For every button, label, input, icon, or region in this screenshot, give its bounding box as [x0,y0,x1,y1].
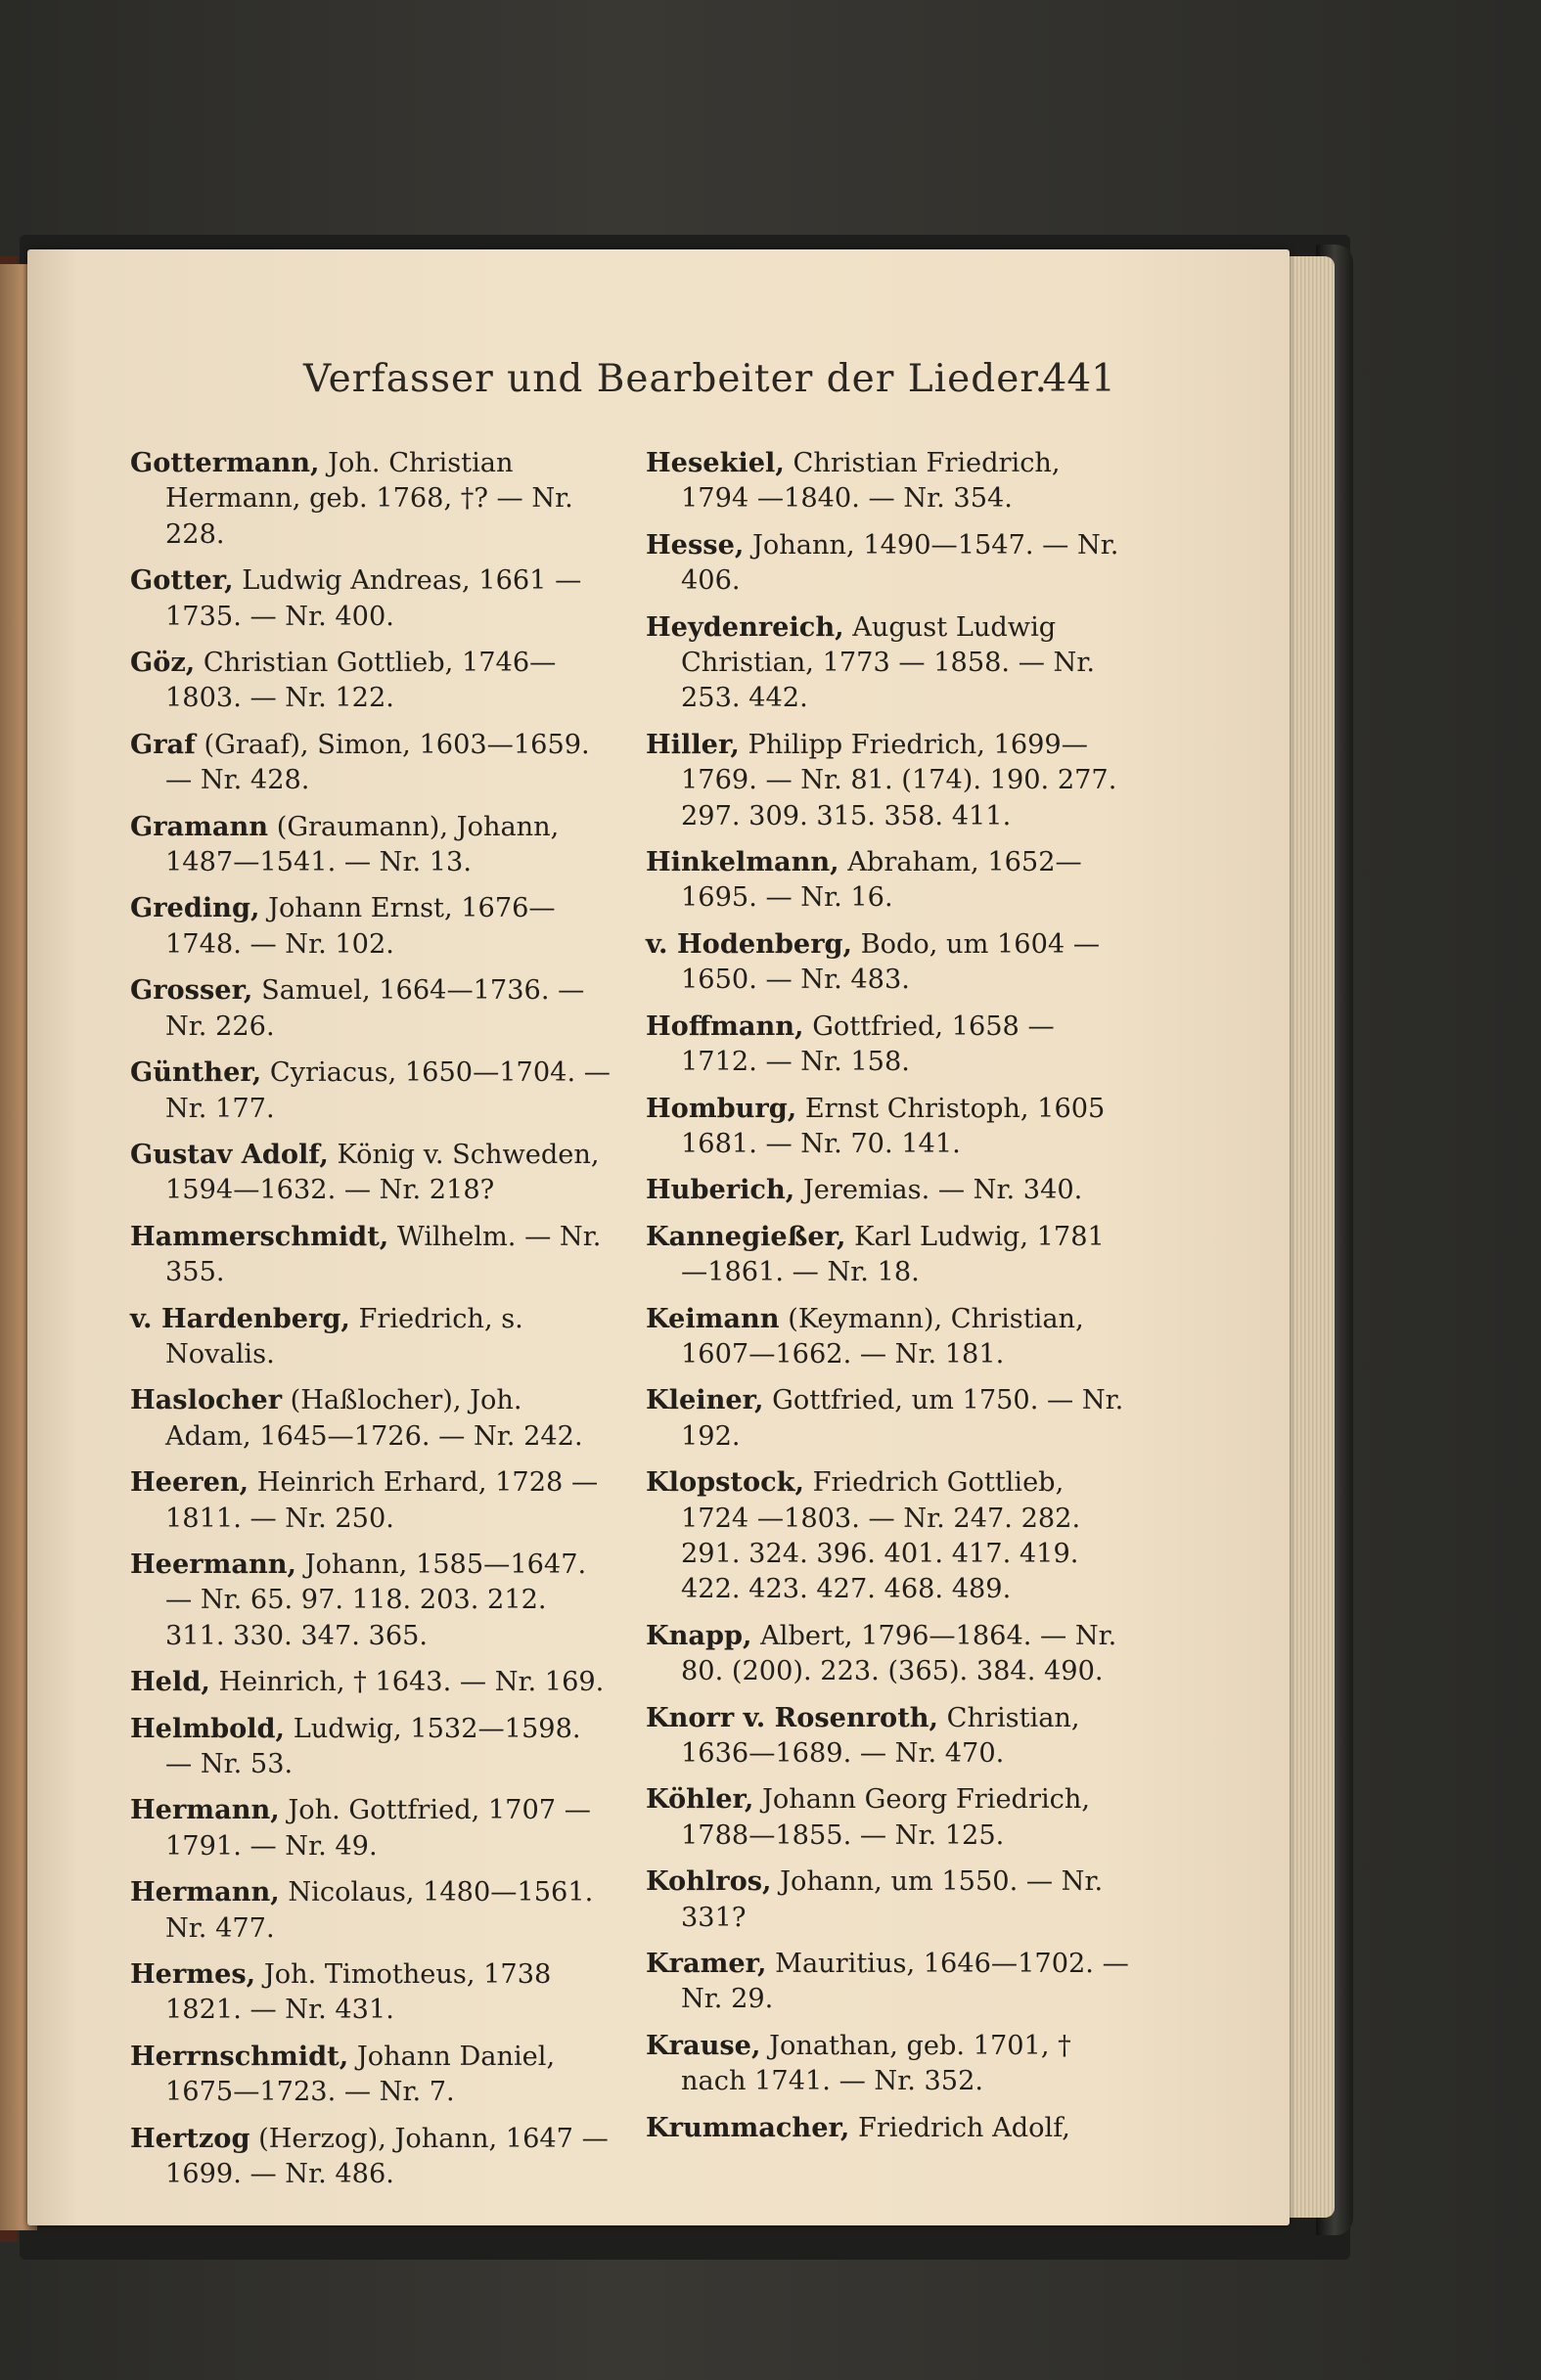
entry-details: Jeremias. — Nr. 340. [802,1175,1083,1206]
entry-name: Hinkelmann, [646,846,839,878]
index-entry [130,1464,612,1537]
entry-details: Ludwig Andreas, 1661 — 1735. — Nr. 400. [165,565,582,632]
entry-name: Hermann, [130,1876,280,1908]
entry-name: Knapp, [646,1619,752,1651]
index-entry [646,844,1134,917]
index-entry [646,1864,1134,1936]
index-entry [646,609,1134,717]
entry-name: Graf [130,728,196,760]
index-entry [130,727,612,799]
entry-details: Johann, um 1550. — Nr. 331? [681,1866,1104,1933]
index-entry [646,1382,1134,1455]
entry-name: Hermann, [130,1794,280,1826]
entry-details: Gottfried, um 1750. — Nr. 192. [681,1385,1124,1452]
entry-name: Hermes, [130,1958,256,1991]
entry-name: Held, [130,1666,210,1698]
entry-name: Helmbold, [130,1712,286,1744]
entry-name: Gotter, [130,564,234,597]
entry-details: Heinrich Erhard, 1728 —1811. — Nr. 250. [165,1467,599,1534]
index-entry [646,1301,1134,1373]
index-entry [646,1946,1134,2018]
index-entry [130,2121,612,2193]
entry-details: Abraham, 1652—1695. — Nr. 16. [681,847,1082,914]
entry-details: Johann, 1490—1547. — Nr. 406. [681,529,1119,597]
entry-details: Albert, 1796—1864. — Nr. 80. (200). 223. (365). 384. 490. [681,1620,1117,1687]
entry-name: v. Hardenberg, [130,1302,350,1334]
index-entry [646,1464,1134,1608]
right-column [646,445,1134,2156]
entry-name: Haslocher [130,1384,283,1416]
entry-name: Göz, [130,647,196,679]
entry-details: Ludwig, 1532—1598. — Nr. 53. [165,1713,581,1779]
entry-name: Gramann [130,810,269,842]
entry-name: Huberich, [646,1174,795,1206]
entry-details: (Haßlocher), Joh. Adam, 1645—1726. — Nr. 242. [165,1385,583,1452]
entry-details: Johann Georg Friedrich, 1788—1855. — Nr. 125. [681,1784,1091,1851]
entry-details: (Herzog), Johann, 1647 —1699. — Nr. 486. [165,2123,609,2190]
index-entry [130,1301,612,1373]
entry-details: Joh. Gottfried, 1707 —1791. — Nr. 49. [165,1795,591,1862]
index-entry [130,1874,612,1947]
entry-details: (Keymann), Christian, 1607—1662. — Nr. 181. [681,1303,1084,1370]
index-entry [130,562,612,635]
index-entry [646,1781,1134,1854]
entry-name: Kleiner, [646,1384,764,1416]
index-entry [646,1700,1134,1773]
index-entry [646,1219,1134,1291]
entry-name: Gottermann, [130,447,320,478]
index-entry [130,809,612,881]
entry-name: Hertzog [130,2122,250,2154]
entry-details: Joh. Timotheus, 1738 1821. — Nr. 431. [165,1959,552,2026]
entry-name: Heeren, [130,1466,249,1499]
running-title: Verfasser und Bearbeiter der Lieder. [303,357,1049,401]
entry-details: Nicolaus, 1480—1561. Nr. 477. [165,1877,594,1944]
entry-details: Mauritius, 1646—1702. — Nr. 29. [681,1949,1129,2015]
index-entry [646,926,1134,999]
entry-name: Krause, [646,2029,761,2061]
entry-details: Johann, 1585—1647. — Nr. 65. 97. 118. 203. 212. 311. 330. 347. 365. [165,1549,587,1651]
entry-name: Kramer, [646,1948,767,1980]
entry-name: Günther, [130,1056,262,1089]
entry-details: (Graaf), Simon, 1603—1659. — Nr. 428. [165,729,590,796]
entry-name: Knorr v. Rosenroth, [646,1701,938,1733]
page-stack-edges [1290,256,1335,2218]
entry-name: Hesse, [646,528,745,561]
left-column [130,445,612,2202]
entry-details: (Graumann), Johann, 1487—1541. — Nr. 13. [165,811,560,878]
entry-name: Hesekiel, [646,447,785,478]
index-entry [130,1055,612,1127]
entry-details: Christian, 1636—1689. — Nr. 470. [681,1702,1080,1769]
index-entry [130,1547,612,1654]
index-entry [130,645,612,717]
entry-details: Karl Ludwig, 1781 —1861. — Nr. 18. [681,1221,1105,1288]
entry-name: Gustav Adolf, [130,1138,329,1170]
entry-details: Bodo, um 1604 —1650. — Nr. 483. [681,928,1101,996]
index-entry [646,1618,1134,1690]
index-entry [130,2039,612,2111]
entry-name: Grosser, [130,974,253,1007]
entry-details: Friedrich Gottlieb, 1724 —1803. — Nr. 247. 282. 291. 324. 396. 401. 417. 419. 422. 423. 427. 468. 489. [681,1467,1081,1605]
entry-details: August Ludwig Christian, 1773 — 1858. — Nr. 253. 442. [681,611,1095,714]
index-entry [646,2110,1134,2146]
entry-name: Keimann [646,1302,780,1334]
entry-details: Johann Ernst, 1676—1748. — Nr. 102. [165,893,556,960]
entry-name: Hammerschmidt, [130,1220,389,1252]
entry-details: Samuel, 1664—1736. — Nr. 226. [165,975,585,1042]
entry-name: Krummacher, [646,2111,850,2143]
index-entry [646,1009,1134,1081]
entry-name: Hiller, [646,728,740,760]
index-entry [130,1792,612,1864]
page-header [303,347,1115,416]
index-entry [646,727,1134,834]
index-entry [130,972,612,1045]
entry-details: Joh. Christian Hermann, geb. 1768, †? — Nr. 228. [165,448,573,550]
entry-details: Philipp Friedrich, 1699—1769. — Nr. 81. (174). 190. 277. 297. 309. 315. 358. 411. [681,729,1117,831]
entry-details: Friedrich Adolf, [857,2112,1070,2143]
index-entry [130,1137,612,1209]
index-entry [646,445,1134,517]
entry-name: Greding, [130,892,260,924]
entry-details: Ernst Christoph, 1605 1681. — Nr. 70. 141. [681,1093,1106,1159]
entry-name: Heermann, [130,1548,296,1580]
index-entry [130,1664,612,1700]
entry-name: Heydenreich, [646,610,844,643]
entry-name: Köhler, [646,1783,754,1816]
entry-details: Gottfried, 1658 — 1712. — Nr. 158. [681,1010,1055,1078]
index-entry [646,2028,1134,2100]
entry-details: Wilhelm. — Nr. 355. [165,1221,602,1288]
entry-name: v. Hodenberg, [646,927,852,960]
entry-name: Hoffmann, [646,1010,804,1042]
index-entry [646,1091,1134,1163]
entry-details: König v. Schweden, 1594—1632. — Nr. 218? [165,1139,600,1206]
index-entry [130,1711,612,1783]
entry-details: Heinrich, † 1643. — Nr. 169. [218,1667,605,1698]
entry-details: Christian Gottlieb, 1746—1803. — Nr. 122. [165,648,557,714]
index-entry [130,445,612,553]
entry-name: Homburg, [646,1092,797,1124]
index-entry [130,1219,612,1291]
entry-details: Friedrich, s. Novalis. [165,1303,523,1370]
entry-name: Kohlros, [646,1865,772,1898]
index-entry [130,1956,612,2029]
entry-details: Cyriacus, 1650—1704. — Nr. 177. [165,1057,611,1124]
page-number: 441 [1042,357,1115,401]
index-entry [646,527,1134,600]
index-entry [646,1172,1134,1208]
entry-name: Herrnschmidt, [130,2040,349,2072]
entry-name: Klopstock, [646,1466,804,1499]
entry-details: Jonathan, geb. 1701, † nach 1741. — Nr. 352. [681,2030,1071,2097]
entry-details: Johann Daniel, 1675—1723. — Nr. 7. [165,2041,556,2108]
index-entry [130,1382,612,1455]
entry-details: Christian Friedrich, 1794 —1840. — Nr. 354. [681,448,1061,515]
index-entry [130,890,612,963]
entry-name: Kannegießer, [646,1220,846,1252]
